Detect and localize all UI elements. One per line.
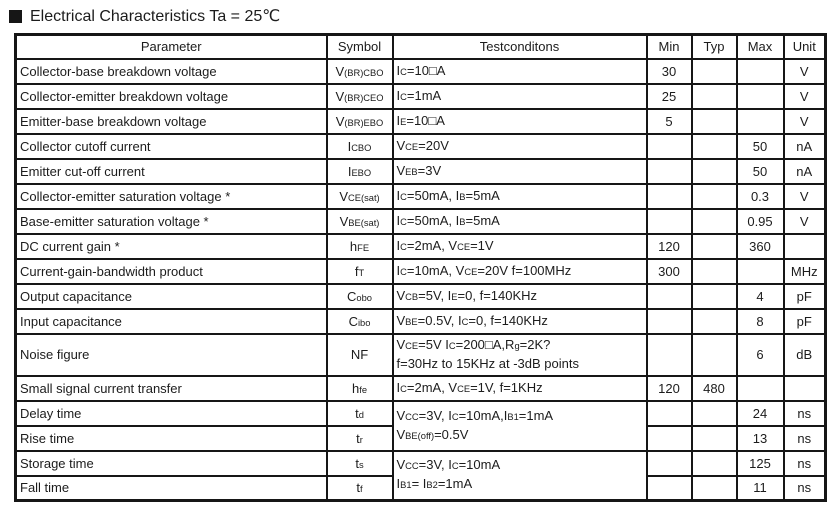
cond-cell: IC=2mA, VCE=1V xyxy=(393,234,647,259)
param-cell: Emitter cut-off current xyxy=(16,159,327,184)
unit-cell: V xyxy=(784,209,826,234)
max-cell: 0.95 xyxy=(737,209,784,234)
typ-cell xyxy=(692,259,737,284)
table-row xyxy=(16,309,826,334)
param-cell: Base-emitter saturation voltage * xyxy=(16,209,327,234)
max-cell: 0.3 xyxy=(737,184,784,209)
max-cell: 6 xyxy=(737,334,784,376)
cond-cell: VEB=3V xyxy=(393,159,647,184)
min-cell: 120 xyxy=(647,376,692,401)
max-cell: 50 xyxy=(737,134,784,159)
typ-cell xyxy=(692,451,737,476)
symbol-cell: IEBO xyxy=(327,159,393,184)
min-cell: 5 xyxy=(647,109,692,134)
param-cell: Input capacitance xyxy=(16,309,327,334)
symbol-cell: Cibo xyxy=(327,309,393,334)
param-cell: Noise figure xyxy=(16,334,327,376)
table-row xyxy=(16,451,826,476)
typ-cell: 480 xyxy=(692,376,737,401)
symbol-cell: fT xyxy=(327,259,393,284)
min-cell xyxy=(647,309,692,334)
param-cell: Rise time xyxy=(16,426,327,451)
max-cell: 24 xyxy=(737,401,784,426)
typ-cell xyxy=(692,476,737,501)
max-cell xyxy=(737,376,784,401)
symbol-cell: ts xyxy=(327,451,393,476)
max-cell xyxy=(737,59,784,84)
typ-cell xyxy=(692,109,737,134)
table-row xyxy=(16,334,826,376)
max-cell xyxy=(737,84,784,109)
page-title-text: Electrical Characteristics Ta = 25℃ xyxy=(30,8,281,25)
typ-cell xyxy=(692,134,737,159)
min-cell xyxy=(647,209,692,234)
unit-cell: V xyxy=(784,109,826,134)
unit-cell: ns xyxy=(784,451,826,476)
param-cell: Small signal current transfer xyxy=(16,376,327,401)
min-cell: 30 xyxy=(647,59,692,84)
min-cell: 300 xyxy=(647,259,692,284)
header-max: Max xyxy=(737,35,784,59)
param-cell: Storage time xyxy=(16,451,327,476)
unit-cell xyxy=(784,234,826,259)
min-cell xyxy=(647,184,692,209)
cond-cell: IC=2mA, VCE=1V, f=1KHz xyxy=(393,376,647,401)
param-cell: DC current gain * xyxy=(16,234,327,259)
table-row xyxy=(16,184,826,209)
table-row xyxy=(16,259,826,284)
max-cell: 13 xyxy=(737,426,784,451)
electrical-characteristics-table xyxy=(14,33,827,502)
param-cell: Collector-emitter saturation voltage * xyxy=(16,184,327,209)
table-row xyxy=(16,84,826,109)
unit-cell: ns xyxy=(784,401,826,426)
symbol-cell: Cobo xyxy=(327,284,393,309)
cond-cell-merged: VCC=3V, IC=10mA IB1= IB2=1mA xyxy=(393,451,647,501)
symbol-cell: VBE(sat) xyxy=(327,209,393,234)
cond-cell: IC=10□A xyxy=(393,59,647,84)
max-cell: 50 xyxy=(737,159,784,184)
cond-cell: IC=50mA, IB=5mA xyxy=(393,209,647,234)
cond-cell: VBE=0.5V, IC=0, f=140KHz xyxy=(393,309,647,334)
min-cell xyxy=(647,134,692,159)
typ-cell xyxy=(692,184,737,209)
unit-cell: nA xyxy=(784,134,826,159)
typ-cell xyxy=(692,401,737,426)
header-symbol: Symbol xyxy=(327,35,393,59)
param-cell: Collector-emitter breakdown voltage xyxy=(16,84,327,109)
min-cell xyxy=(647,334,692,376)
header-parameter: Parameter xyxy=(16,35,327,59)
param-cell: Current-gain-bandwidth product xyxy=(16,259,327,284)
min-cell xyxy=(647,401,692,426)
unit-cell: ns xyxy=(784,476,826,501)
param-cell: Fall time xyxy=(16,476,327,501)
symbol-cell: V(BR)CEO xyxy=(327,84,393,109)
unit-cell: pF xyxy=(784,309,826,334)
symbol-cell: VCE(sat) xyxy=(327,184,393,209)
param-cell: Output capacitance xyxy=(16,284,327,309)
symbol-cell: td xyxy=(327,401,393,426)
min-cell xyxy=(647,426,692,451)
table-row xyxy=(16,376,826,401)
cond-cell: VCE=5V IC=200□A,Rg=2K? f=30Hz to 15KHz at -3dB points xyxy=(393,334,647,376)
symbol-cell: hFE xyxy=(327,234,393,259)
typ-cell xyxy=(692,284,737,309)
max-cell: 360 xyxy=(737,234,784,259)
typ-cell xyxy=(692,159,737,184)
max-cell xyxy=(737,259,784,284)
symbol-cell: tf xyxy=(327,476,393,501)
table-row xyxy=(16,159,826,184)
symbol-cell: V(BR)EBO xyxy=(327,109,393,134)
unit-cell: ns xyxy=(784,426,826,451)
cond-cell: VCE=20V xyxy=(393,134,647,159)
table-row xyxy=(16,134,826,159)
cond-cell: IC=10mA, VCE=20V f=100MHz xyxy=(393,259,647,284)
min-cell: 25 xyxy=(647,84,692,109)
max-cell: 11 xyxy=(737,476,784,501)
bullet-square-icon xyxy=(9,10,22,23)
table-row xyxy=(16,284,826,309)
header-unit: Unit xyxy=(784,35,826,59)
param-cell: Collector-base breakdown voltage xyxy=(16,59,327,84)
max-cell: 4 xyxy=(737,284,784,309)
header-typ: Typ xyxy=(692,35,737,59)
table-row xyxy=(16,401,826,426)
unit-cell xyxy=(784,376,826,401)
min-cell xyxy=(647,159,692,184)
typ-cell xyxy=(692,309,737,334)
typ-cell xyxy=(692,209,737,234)
table-row xyxy=(16,234,826,259)
unit-cell: nA xyxy=(784,159,826,184)
typ-cell xyxy=(692,59,737,84)
min-cell xyxy=(647,284,692,309)
param-cell: Collector cutoff current xyxy=(16,134,327,159)
typ-cell xyxy=(692,426,737,451)
max-cell xyxy=(737,109,784,134)
header-testconditions: Testconditons xyxy=(393,35,647,59)
unit-cell: dB xyxy=(784,334,826,376)
typ-cell xyxy=(692,84,737,109)
max-cell: 125 xyxy=(737,451,784,476)
table-row xyxy=(16,59,826,84)
symbol-cell: tr xyxy=(327,426,393,451)
cond-cell: IE=10□A xyxy=(393,109,647,134)
unit-cell: pF xyxy=(784,284,826,309)
symbol-cell: V(BR)CBO xyxy=(327,59,393,84)
cond-cell: IC=1mA xyxy=(393,84,647,109)
min-cell: 120 xyxy=(647,234,692,259)
param-cell: Delay time xyxy=(16,401,327,426)
max-cell: 8 xyxy=(737,309,784,334)
unit-cell: V xyxy=(784,84,826,109)
table-header-row xyxy=(16,35,826,59)
symbol-cell: ICBO xyxy=(327,134,393,159)
unit-cell: V xyxy=(784,184,826,209)
cond-cell: IC=50mA, IB=5mA xyxy=(393,184,647,209)
table-row xyxy=(16,109,826,134)
symbol-cell: NF xyxy=(327,334,393,376)
header-min: Min xyxy=(647,35,692,59)
unit-cell: MHz xyxy=(784,259,826,284)
param-cell: Emitter-base breakdown voltage xyxy=(16,109,327,134)
typ-cell xyxy=(692,334,737,376)
typ-cell xyxy=(692,234,737,259)
cond-cell-merged: VCC=3V, IC=10mA,IB1=1mA VBE(off)=0.5V xyxy=(393,401,647,451)
table-row xyxy=(16,209,826,234)
cond-cell: VCB=5V, IE=0, f=140KHz xyxy=(393,284,647,309)
min-cell xyxy=(647,476,692,501)
page-title xyxy=(9,6,280,26)
symbol-cell: hfe xyxy=(327,376,393,401)
unit-cell: V xyxy=(784,59,826,84)
min-cell xyxy=(647,451,692,476)
